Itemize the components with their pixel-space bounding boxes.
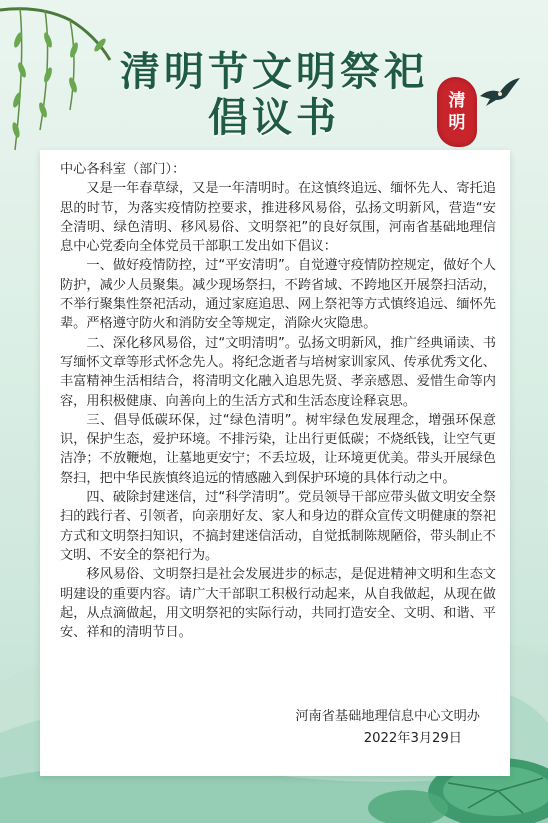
seal-char-1: 清 [448,91,466,111]
paragraph-3: 三、倡导低碳环保，过“绿色清明”。树牢绿色发展理念，增强环保意识，保护生态，爱护环境。不排污染，让出行更低碳；不烧纸钱，让空气更洁净；不放鞭炮，让墓地更安宁；不丢垃圾，让环境更优美。带头开展绿色祭扫，把中华民族慎终追远的情感融入到保护环境的具体行动之中。 [60,412,496,486]
signature-org: 河南省基础地理信息中心文明办 [295,709,480,724]
paragraph-4: 四、破除封建迷信，过“科学清明”。党员领导干部应带头做文明安全祭扫的践行者、引领者，向亲朋好友、家人和身边的群众宣传文明健康的祭祀方式和文明祭扫知识，不搞封建迷信活动，自觉抵制陈规陋俗，带头制止不文明、不安全的祭祀行为。 [60,490,496,563]
seal-char-2: 明 [448,113,466,133]
letter-body [60,160,496,642]
paragraph-intro: 又是一年春草绿，又是一年清明时。在这慎终追远、缅怀先人、寄托追思的时节，为落实疫情防控要求，推进移风易俗，弘扬文明新风，营造“安全清明、绿色清明、移风易俗、文明祭祀”的良好氛围，河南省基础地理信息中心党委向全体党员干部职工发出如下倡议： [60,181,496,255]
letter-paper [40,150,510,776]
signature-block [295,706,480,750]
paragraph-1: 一、做好疫情防控，过“平安清明”。自觉遵守疫情防控规定，做好个人防护，减少人员聚集。减少现场祭扫，不跨省域、不跨地区开展祭扫活动，不举行聚集性祭祀活动，通过家庭追思、网上祭祀等方式慎终追远、缅怀先辈。严格遵守防火和消防安全等规定，消除火灾隐患。 [60,258,496,332]
paragraph-closing: 移风易俗、文明祭扫是社会发展进步的标志，是促进精神文明和生态文明建设的重要内容。请广大干部职工积极行动起来，从自我做起，从现在做起，从点滴做起，用文明祭祀的实际行动，共同打造安全、文明、和谐、平安、祥和的清明节日。 [60,567,496,641]
paragraph-2: 二、深化移风易俗，过“文明清明”。弘扬文明新风，推广经典诵读、书写缅怀文章等形式怀念先人。将纪念逝者与培树家训家风、传承优秀文化、丰富精神生活相结合，将清明文化融入追思先贤、孝亲感恩、爱惜生命等内容，用积极健康、向善向上的生活方式和生活态度诠释哀思。 [60,335,496,409]
page-subtitle: 倡议书 [208,94,340,141]
seal-stamp-icon [437,77,477,147]
signature-date: 2022年3月29日 [363,731,462,746]
salutation: 中心各科室（部门）： [60,162,186,177]
page-title: 清明节文明祭祀 [120,48,428,95]
